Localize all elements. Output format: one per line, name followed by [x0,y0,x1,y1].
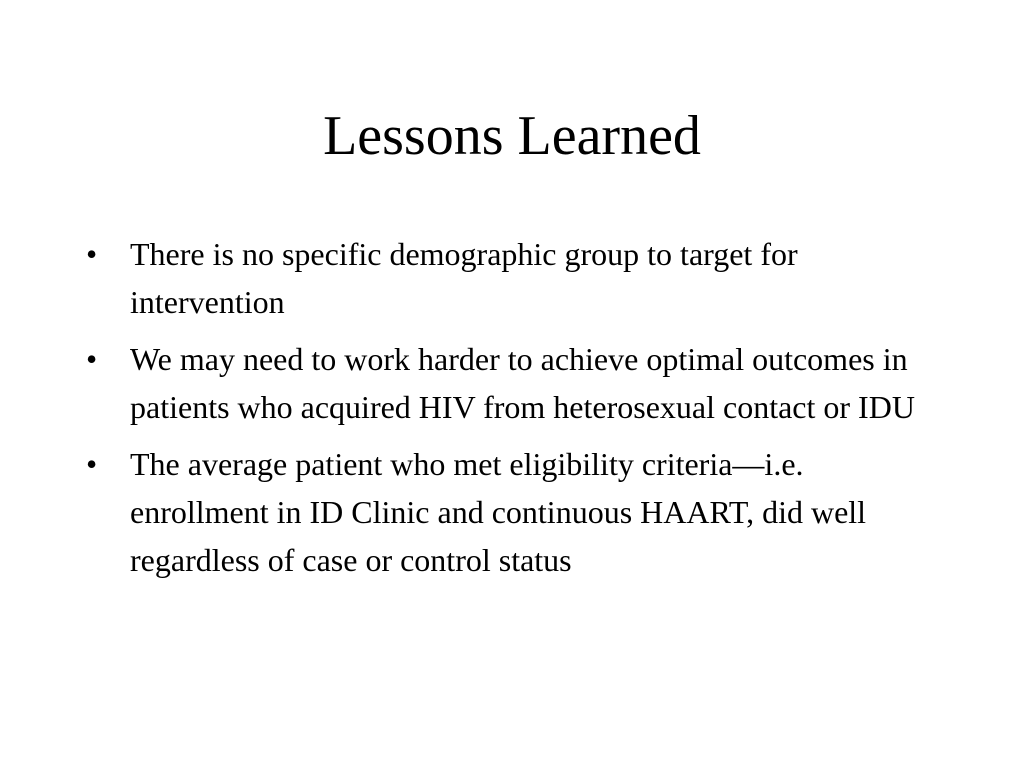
bullet-text: The average patient who met eligibility criteria—i.e. enrollment in ID Clinic and continuous HAART, did well regardless of case or control status [130,446,867,578]
bullet-icon: • [86,446,98,482]
bullet-icon: • [86,341,98,377]
bullet-text: There is no specific demographic group to target for intervention [130,236,798,320]
slide-title: Lessons Learned [323,105,701,167]
bullet-list [82,230,942,593]
list-item [82,230,942,326]
bullet-icon: • [86,236,98,272]
bullet-text: We may need to work harder to achieve optimal outcomes in patients who acquired HIV from heterosexual contact or IDU [130,341,915,425]
list-item [82,440,942,584]
list-item [82,335,942,431]
